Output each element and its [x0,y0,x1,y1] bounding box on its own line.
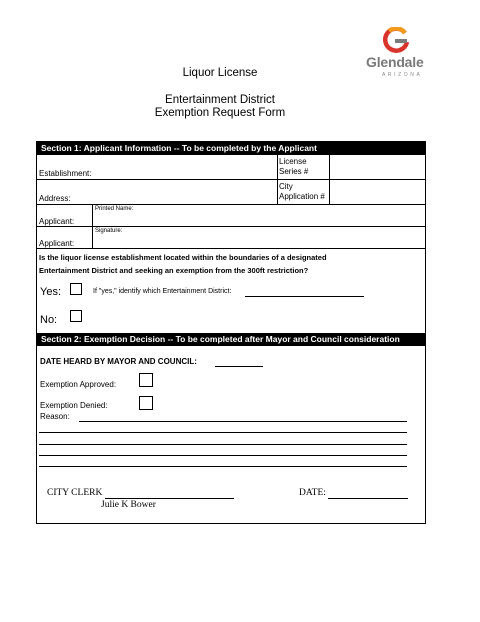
yes-checkbox[interactable] [70,283,82,295]
reason-line-1[interactable] [79,421,407,422]
divider [277,155,278,205]
reason-label: Reason: [40,412,70,421]
date-label: DATE: [299,488,326,498]
applicant-label-2: Applicant: [39,239,75,248]
printed-name-label: Printed Name: [95,206,134,212]
applicant-label-1: Applicant: [39,217,75,226]
signature-label: Signature: [95,228,123,234]
yes-identify-label: If "yes," identify which Entertainment District: [93,288,232,295]
date-heard-field[interactable] [215,366,263,367]
establishment-label: Establishment: [39,169,92,178]
exemption-denied-label: Exemption Denied: [40,401,108,410]
form-title-line1: Liquor License [182,67,258,79]
city-clerk-label: CITY CLERK [47,488,103,498]
exemption-question-line1: Is the liquor license establishment located within the boundaries of a designated [39,253,327,262]
form-title-line2: Entertainment District [165,94,275,106]
glendale-logo [366,27,440,89]
city-application-label-2: Application # [279,192,325,201]
exemption-denied-checkbox[interactable] [139,396,153,410]
reason-line-5[interactable] [39,466,407,467]
date-field[interactable] [328,498,408,499]
divider [37,248,425,249]
no-label: No: [40,314,58,326]
entertainment-district-field[interactable] [245,296,364,297]
divider [329,155,330,205]
form-title-line3: Exemption Request Form [154,107,286,119]
address-label: Address: [39,194,71,203]
license-series-label-1: License [279,157,307,166]
divider [37,179,425,180]
exemption-question-line2: Entertainment District and seeking an exemption from the 300ft restriction? [39,266,309,275]
clerk-name: Julie K Bower [101,500,156,510]
exemption-approved-label: Exemption Approved: [40,380,117,389]
license-series-label-2: Series # [279,167,309,176]
reason-line-4[interactable] [39,455,407,456]
city-clerk-signature-field[interactable] [105,498,234,499]
exemption-approved-checkbox[interactable] [139,373,153,387]
reason-line-3[interactable] [39,444,407,445]
glendale-g-icon [383,27,409,53]
request-form [36,141,426,524]
city-application-label-1: City [279,182,293,191]
logo-subtitle: ARIZONA [382,72,423,78]
section1-heading: Section 1: Applicant Information -- To be completed by the Applicant [37,142,425,155]
section2-heading: Section 2: Exemption Decision -- To be completed after Mayor and Council consideration [37,333,425,346]
reason-line-2[interactable] [39,432,407,433]
date-heard-label: DATE HEARD BY MAYOR AND COUNCIL: [40,357,197,366]
no-checkbox[interactable] [70,310,82,322]
divider [37,204,425,205]
logo-wordmark: Glendale [366,54,424,70]
yes-label: Yes: [40,286,62,298]
divider [37,226,425,227]
